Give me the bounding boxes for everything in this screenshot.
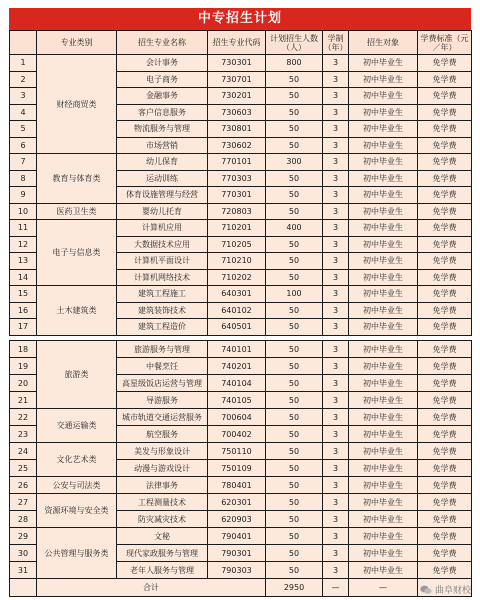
plan-count: 50 xyxy=(266,392,323,409)
row-index: 12 xyxy=(10,236,37,253)
category-cell: 公安与司法类 xyxy=(37,477,117,494)
row-index: 25 xyxy=(10,460,37,477)
row-index: 8 xyxy=(10,170,37,187)
row-index: 23 xyxy=(10,426,37,443)
years: 3 xyxy=(323,269,349,286)
fee: 免学费 xyxy=(418,220,472,237)
major-code: 620301 xyxy=(208,494,266,511)
plan-count: 50 xyxy=(266,341,323,358)
years: 3 xyxy=(323,528,349,545)
target: 初中毕业生 xyxy=(349,253,418,270)
years: 3 xyxy=(323,286,349,303)
years: 3 xyxy=(323,121,349,138)
row-index: 19 xyxy=(10,358,37,375)
major-name: 电子商务 xyxy=(117,71,208,88)
row-index: 29 xyxy=(10,528,37,545)
table-row xyxy=(10,477,472,494)
years: 3 xyxy=(323,154,349,171)
years: 3 xyxy=(323,511,349,528)
table-row xyxy=(10,443,472,460)
total-plan: 2950 xyxy=(266,579,323,597)
major-name: 计算机应用 xyxy=(117,220,208,237)
enrollment-table-bottom xyxy=(9,340,472,597)
target: 初中毕业生 xyxy=(349,187,418,204)
target: 初中毕业生 xyxy=(349,137,418,154)
table-row xyxy=(10,286,472,303)
major-code: 770301 xyxy=(208,187,266,204)
target: 初中毕业生 xyxy=(349,88,418,105)
table-row xyxy=(10,409,472,426)
major-code: 640102 xyxy=(208,302,266,319)
category-cell: 教育与体育类 xyxy=(37,154,117,204)
total-years: — xyxy=(323,579,349,597)
fee: 免学费 xyxy=(418,375,472,392)
plan-count: 50 xyxy=(266,545,323,562)
fee: 免学费 xyxy=(418,409,472,426)
target: 初中毕业生 xyxy=(349,319,418,336)
fee: 免学费 xyxy=(418,170,472,187)
major-name: 体育设施管理与经营 xyxy=(117,187,208,204)
table-row xyxy=(10,55,472,72)
major-code: 780401 xyxy=(208,477,266,494)
target: 初中毕业生 xyxy=(349,511,418,528)
row-index: 2 xyxy=(10,71,37,88)
major-code: 790301 xyxy=(208,545,266,562)
row-index: 13 xyxy=(10,253,37,270)
plan-count: 50 xyxy=(266,104,323,121)
major-name: 中餐烹饪 xyxy=(117,358,208,375)
table-row xyxy=(10,154,472,171)
fee: 免学费 xyxy=(418,494,472,511)
plan-count: 50 xyxy=(266,71,323,88)
row-index: 11 xyxy=(10,220,37,237)
major-code: 790303 xyxy=(208,562,266,579)
major-code: 730701 xyxy=(208,71,266,88)
target: 初中毕业生 xyxy=(349,104,418,121)
major-name: 运动训练 xyxy=(117,170,208,187)
major-code: 710210 xyxy=(208,253,266,270)
target: 初中毕业生 xyxy=(349,170,418,187)
target: 初中毕业生 xyxy=(349,154,418,171)
fee: 免学费 xyxy=(418,286,472,303)
table-row xyxy=(10,203,472,220)
major-code: 750109 xyxy=(208,460,266,477)
major-name: 建筑装饰技术 xyxy=(117,302,208,319)
row-index: 17 xyxy=(10,319,37,336)
fee: 免学费 xyxy=(418,392,472,409)
years: 3 xyxy=(323,375,349,392)
plan-count: 50 xyxy=(266,409,323,426)
enrollment-table-top xyxy=(9,30,472,336)
header-years: 学制（年） xyxy=(323,31,349,55)
row-index: 24 xyxy=(10,443,37,460)
plan-count: 50 xyxy=(266,460,323,477)
major-name: 旅游服务与管理 xyxy=(117,341,208,358)
wechat-icon xyxy=(420,585,432,595)
target: 初中毕业生 xyxy=(349,341,418,358)
years: 3 xyxy=(323,203,349,220)
row-index: 15 xyxy=(10,286,37,303)
header-target: 招生对象 xyxy=(349,31,418,55)
total-target: — xyxy=(349,579,418,597)
fee: 免学费 xyxy=(418,528,472,545)
row-index: 14 xyxy=(10,269,37,286)
category-cell: 土木建筑类 xyxy=(37,286,117,336)
fee: 免学费 xyxy=(418,341,472,358)
target: 初中毕业生 xyxy=(349,55,418,72)
major-name: 美发与形象设计 xyxy=(117,443,208,460)
fee: 免学费 xyxy=(418,187,472,204)
target: 初中毕业生 xyxy=(349,443,418,460)
major-code: 740105 xyxy=(208,392,266,409)
fee: 免学费 xyxy=(418,319,472,336)
major-code: 710202 xyxy=(208,269,266,286)
row-index: 27 xyxy=(10,494,37,511)
fee: 免学费 xyxy=(418,269,472,286)
row-index: 1 xyxy=(10,55,37,72)
major-code: 640501 xyxy=(208,319,266,336)
major-code: 720803 xyxy=(208,203,266,220)
major-name: 航空服务 xyxy=(117,426,208,443)
major-code: 730801 xyxy=(208,121,266,138)
plan-count: 50 xyxy=(266,236,323,253)
row-index: 10 xyxy=(10,203,37,220)
target: 初中毕业生 xyxy=(349,358,418,375)
years: 3 xyxy=(323,562,349,579)
header-major: 招生专业名称 xyxy=(117,31,208,55)
years: 3 xyxy=(323,341,349,358)
major-name: 婴幼儿托育 xyxy=(117,203,208,220)
major-name: 导游服务 xyxy=(117,392,208,409)
target: 初中毕业生 xyxy=(349,494,418,511)
major-code: 700402 xyxy=(208,426,266,443)
major-name: 动漫与游戏设计 xyxy=(117,460,208,477)
table-row xyxy=(10,528,472,545)
row-index: 7 xyxy=(10,154,37,171)
years: 3 xyxy=(323,358,349,375)
plan-count: 50 xyxy=(266,187,323,204)
years: 3 xyxy=(323,71,349,88)
header-category: 专业类别 xyxy=(37,31,117,55)
years: 3 xyxy=(323,253,349,270)
major-name: 会计事务 xyxy=(117,55,208,72)
plan-count: 50 xyxy=(266,562,323,579)
years: 3 xyxy=(323,236,349,253)
years: 3 xyxy=(323,443,349,460)
total-row xyxy=(10,579,472,597)
row-index: 5 xyxy=(10,121,37,138)
major-code: 620903 xyxy=(208,511,266,528)
plan-count: 50 xyxy=(266,477,323,494)
major-name: 工程测量技术 xyxy=(117,494,208,511)
row-index: 28 xyxy=(10,511,37,528)
major-name: 物流服务与管理 xyxy=(117,121,208,138)
major-code: 730603 xyxy=(208,104,266,121)
header-plan: 计划招生人数（人） xyxy=(266,31,323,55)
plan-count: 50 xyxy=(266,253,323,270)
fee: 免学费 xyxy=(418,236,472,253)
target: 初中毕业生 xyxy=(349,121,418,138)
fee: 免学费 xyxy=(418,88,472,105)
target: 初中毕业生 xyxy=(349,236,418,253)
major-name: 客户信息服务 xyxy=(117,104,208,121)
row-index: 30 xyxy=(10,545,37,562)
table-header-row xyxy=(10,31,472,55)
fee: 免学费 xyxy=(418,121,472,138)
major-code: 770101 xyxy=(208,154,266,171)
fee: 免学费 xyxy=(418,104,472,121)
plan-count: 50 xyxy=(266,443,323,460)
row-index: 6 xyxy=(10,137,37,154)
row-index: 26 xyxy=(10,477,37,494)
row-index: 4 xyxy=(10,104,37,121)
plan-count: 50 xyxy=(266,511,323,528)
plan-count: 50 xyxy=(266,269,323,286)
major-name: 市场营销 xyxy=(117,137,208,154)
row-index: 18 xyxy=(10,341,37,358)
row-index: 16 xyxy=(10,302,37,319)
target: 初中毕业生 xyxy=(349,203,418,220)
target: 初中毕业生 xyxy=(349,220,418,237)
target: 初中毕业生 xyxy=(349,477,418,494)
header-index xyxy=(10,31,37,55)
fee: 免学费 xyxy=(418,154,472,171)
major-name: 建筑工程施工 xyxy=(117,286,208,303)
plan-count: 50 xyxy=(266,302,323,319)
major-name: 法律事务 xyxy=(117,477,208,494)
category-cell: 文化艺术类 xyxy=(37,443,117,477)
plan-count: 50 xyxy=(266,121,323,138)
fee: 免学费 xyxy=(418,302,472,319)
category-cell: 电子与信息类 xyxy=(37,220,117,286)
years: 3 xyxy=(323,302,349,319)
total-label: 合计 xyxy=(37,579,266,597)
years: 3 xyxy=(323,137,349,154)
target: 初中毕业生 xyxy=(349,545,418,562)
major-code: 770303 xyxy=(208,170,266,187)
years: 3 xyxy=(323,426,349,443)
major-code: 640301 xyxy=(208,286,266,303)
plan-count: 50 xyxy=(266,203,323,220)
major-code: 730602 xyxy=(208,137,266,154)
years: 3 xyxy=(323,88,349,105)
years: 3 xyxy=(323,409,349,426)
plan-count: 300 xyxy=(266,154,323,171)
years: 3 xyxy=(323,494,349,511)
plan-count: 50 xyxy=(266,426,323,443)
years: 3 xyxy=(323,187,349,204)
major-code: 710201 xyxy=(208,220,266,237)
table-row xyxy=(10,341,472,358)
major-name: 高星级饭店运营与管理 xyxy=(117,375,208,392)
row-index: 22 xyxy=(10,409,37,426)
plan-count: 100 xyxy=(266,286,323,303)
major-code: 750110 xyxy=(208,443,266,460)
major-name: 金融事务 xyxy=(117,88,208,105)
major-name: 防灾减灾技术 xyxy=(117,511,208,528)
target: 初中毕业生 xyxy=(349,409,418,426)
target: 初中毕业生 xyxy=(349,460,418,477)
row-index: 20 xyxy=(10,375,37,392)
header-code: 招生专业代码 xyxy=(208,31,266,55)
major-code: 740104 xyxy=(208,375,266,392)
major-name: 计算机平面设计 xyxy=(117,253,208,270)
plan-count: 50 xyxy=(266,494,323,511)
plan-count: 50 xyxy=(266,358,323,375)
major-code: 740101 xyxy=(208,341,266,358)
major-name: 现代家政服务与管理 xyxy=(117,545,208,562)
row-index: 31 xyxy=(10,562,37,579)
category-cell: 医药卫生类 xyxy=(37,203,117,220)
fee: 免学费 xyxy=(418,203,472,220)
years: 3 xyxy=(323,477,349,494)
plan-count: 50 xyxy=(266,170,323,187)
category-cell: 资源环境与安全类 xyxy=(37,494,117,528)
plan-count: 50 xyxy=(266,528,323,545)
major-code: 740201 xyxy=(208,358,266,375)
plan-count: 50 xyxy=(266,137,323,154)
table-row xyxy=(10,220,472,237)
years: 3 xyxy=(323,104,349,121)
fee: 免学费 xyxy=(418,460,472,477)
target: 初中毕业生 xyxy=(349,528,418,545)
years: 3 xyxy=(323,220,349,237)
major-code: 790401 xyxy=(208,528,266,545)
fee: 免学费 xyxy=(418,137,472,154)
plan-count: 800 xyxy=(266,55,323,72)
category-cell: 旅游类 xyxy=(37,341,117,409)
target: 初中毕业生 xyxy=(349,392,418,409)
category-cell: 公共管理与服务类 xyxy=(37,528,117,579)
target: 初中毕业生 xyxy=(349,426,418,443)
fee: 免学费 xyxy=(418,55,472,72)
major-code: 700604 xyxy=(208,409,266,426)
major-name: 幼儿保育 xyxy=(117,154,208,171)
years: 3 xyxy=(323,170,349,187)
fee: 免学费 xyxy=(418,443,472,460)
watermark-text: 曲阜财校 xyxy=(434,586,471,596)
target: 初中毕业生 xyxy=(349,286,418,303)
fee: 免学费 xyxy=(418,426,472,443)
major-name: 计算机网络技术 xyxy=(117,269,208,286)
major-name: 大数据技术应用 xyxy=(117,236,208,253)
fee: 免学费 xyxy=(418,511,472,528)
row-index: 9 xyxy=(10,187,37,204)
plan-count: 50 xyxy=(266,375,323,392)
header-fee: 学费标准（元／年） xyxy=(418,31,472,55)
years: 3 xyxy=(323,392,349,409)
major-name: 建筑工程造价 xyxy=(117,319,208,336)
major-name: 城市轨道交通运营服务 xyxy=(117,409,208,426)
major-code: 730301 xyxy=(208,55,266,72)
major-name: 老年人服务与管理 xyxy=(117,562,208,579)
table-row xyxy=(10,494,472,511)
plan-count: 50 xyxy=(266,88,323,105)
years: 3 xyxy=(323,545,349,562)
category-cell: 交通运输类 xyxy=(37,409,117,443)
watermark xyxy=(420,583,471,596)
target: 初中毕业生 xyxy=(349,375,418,392)
row-index: 3 xyxy=(10,88,37,105)
major-code: 710205 xyxy=(208,236,266,253)
major-code: 730201 xyxy=(208,88,266,105)
years: 3 xyxy=(323,319,349,336)
target: 初中毕业生 xyxy=(349,71,418,88)
fee: 免学费 xyxy=(418,477,472,494)
plan-count: 400 xyxy=(266,220,323,237)
fee: 免学费 xyxy=(418,253,472,270)
plan-count: 50 xyxy=(266,319,323,336)
category-cell: 财经商贸类 xyxy=(37,55,117,154)
years: 3 xyxy=(323,55,349,72)
fee: 免学费 xyxy=(418,358,472,375)
major-name: 文秘 xyxy=(117,528,208,545)
target: 初中毕业生 xyxy=(349,302,418,319)
fee: 免学费 xyxy=(418,545,472,562)
target: 初中毕业生 xyxy=(349,562,418,579)
page-title: 中专招生计划 xyxy=(9,8,471,30)
years: 3 xyxy=(323,460,349,477)
target: 初中毕业生 xyxy=(349,269,418,286)
fee: 免学费 xyxy=(418,71,472,88)
fee: 免学费 xyxy=(418,562,472,579)
row-index: 21 xyxy=(10,392,37,409)
